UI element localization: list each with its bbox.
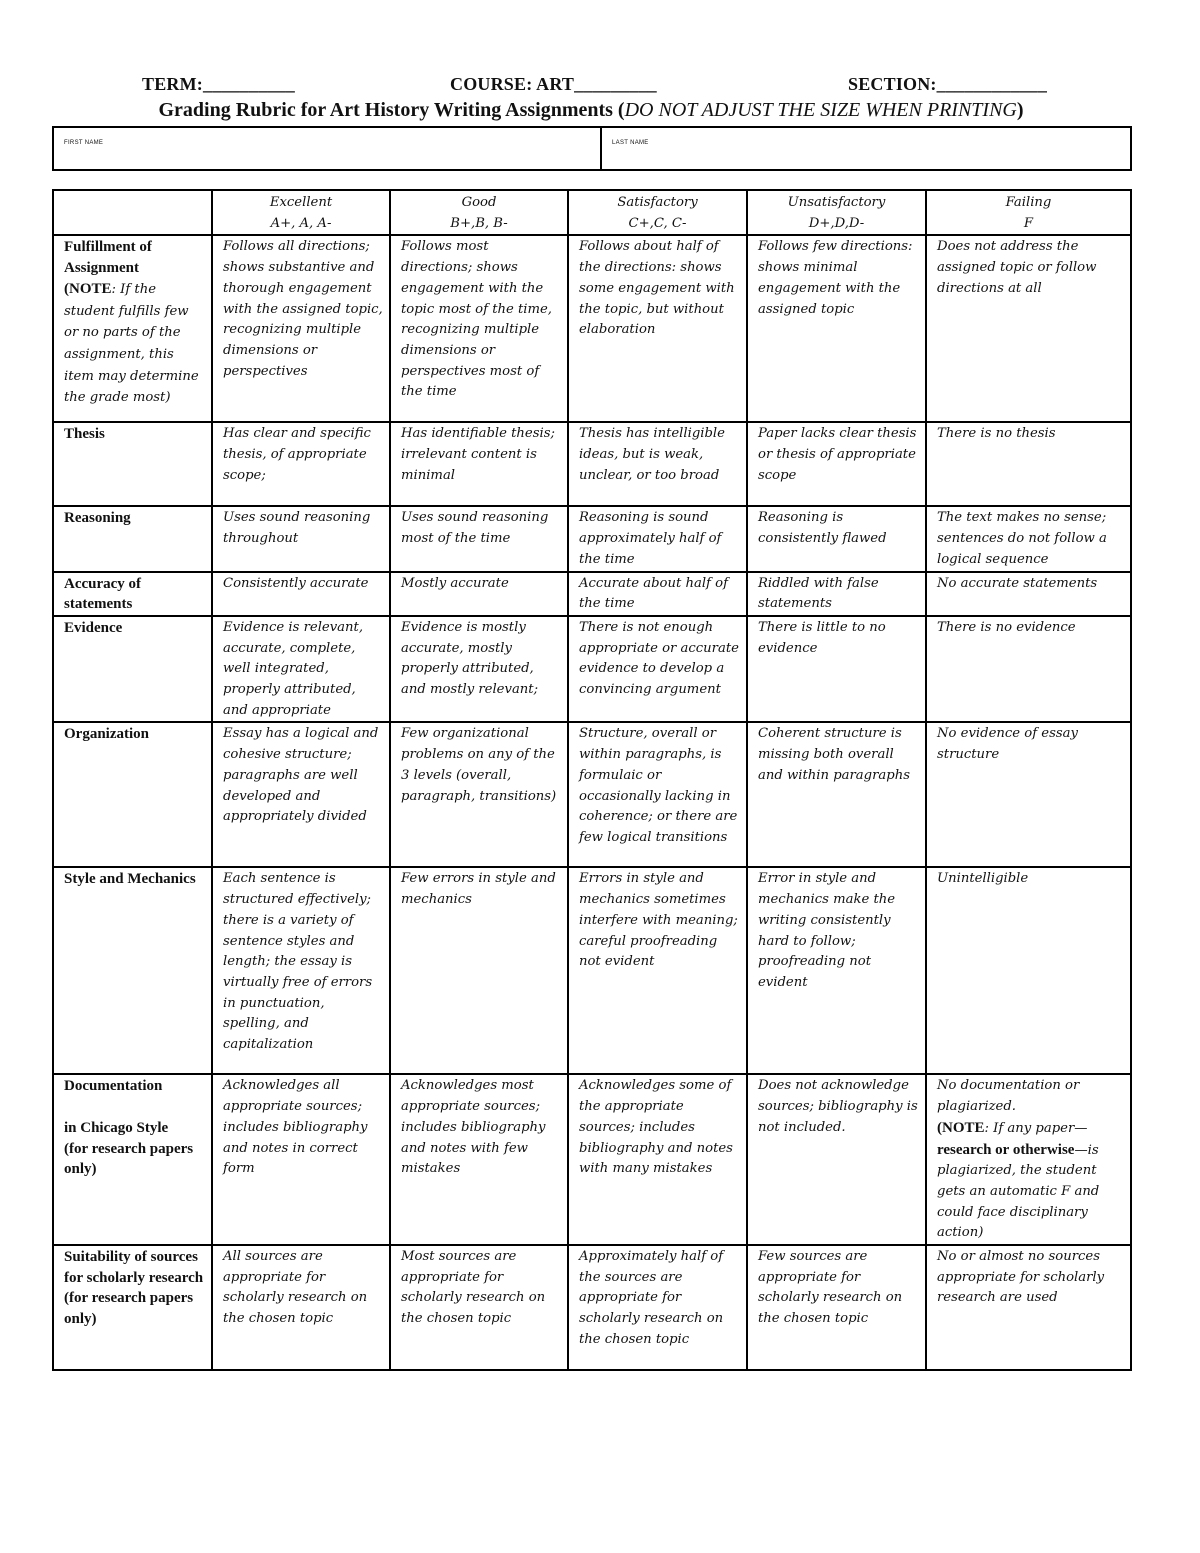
term-field: TERM:__________ (142, 74, 295, 94)
title-close: ) (1016, 99, 1024, 121)
table-row (53, 1245, 1131, 1370)
title-print-note: DO NOT ADJUST THE SIZE WHEN PRINTING (624, 99, 1017, 121)
rubric-cell: Riddled with false statements (747, 572, 926, 616)
criterion-thesis: Thesis (53, 422, 212, 506)
table-row (53, 867, 1131, 1074)
rubric-cell: Follows about half of the directions: shows some engagement with the topic, but without elaboration (568, 235, 747, 422)
first-name-label: FIRST NAME (64, 140, 104, 146)
header-empty-cell (53, 190, 212, 235)
rubric-cell: Does not address the assigned topic or follow directions at all (926, 235, 1131, 422)
rubric-cell: Reasoning is sound approximately half of the time (568, 506, 747, 571)
criterion-reasoning: Reasoning (53, 506, 212, 571)
rubric-cell: Follows all directions; shows substantive and thorough engagement with the assigned topic, recognizing multiple dimensions or perspectives (212, 235, 390, 422)
title-main: Grading Rubric for Art History Writing Assignments ( (158, 99, 625, 121)
rubric-cell: Structure, overall or within paragraphs, is formulaic or occasionally lacking in coherence; or there are few logical transitions (568, 722, 747, 867)
table-header-row (53, 190, 1131, 235)
rubric-cell: Acknowledges all appropriate sources; includes bibliography and notes in correct form (212, 1074, 390, 1245)
rubric-cell: Few sources are appropriate for scholarly research on the chosen topic (747, 1245, 926, 1370)
rubric-cell: Error in style and mechanics make the writing consistently hard to follow; proofreading not evident (747, 867, 926, 1074)
rubric-cell: Acknowledges most appropriate sources; includes bibliography and notes with few mistakes (390, 1074, 568, 1245)
table-row (53, 616, 1131, 723)
rubric-cell: There is little to no evidence (747, 616, 926, 723)
rubric-cell: Evidence is relevant, accurate, complete, well integrated, properly attributed, and appropriate (212, 616, 390, 723)
rubric-cell: Approximately half of the sources are appropriate for scholarly research on the chosen topic (568, 1245, 747, 1370)
header-level-satisfactory: Satisfactory C+,C, C- (568, 190, 747, 235)
criterion-evidence: Evidence (53, 616, 212, 723)
rubric-cell: Paper lacks clear thesis or thesis of appropriate scope (747, 422, 926, 506)
rubric-cell: The text makes no sense; sentences do not follow a logical sequence (926, 506, 1131, 571)
header-level-unsatisfactory: Unsatisfactory D+,D,D- (747, 190, 926, 235)
rubric-cell: Follows most directions; shows engagement with the topic most of the time, recognizing multiple dimensions or perspectives most of the time (390, 235, 568, 422)
criterion-suitability: Suitability of sources for scholarly research (for research papers only) (53, 1245, 212, 1370)
rubric-cell: Uses sound reasoning most of the time (390, 506, 568, 571)
table-row (53, 422, 1131, 506)
criterion-organization: Organization (53, 722, 212, 867)
criterion-accuracy: Accuracy of statements (53, 572, 212, 616)
rubric-cell: There is no thesis (926, 422, 1131, 506)
rubric-cell: Most sources are appropriate for scholarly research on the chosen topic (390, 1245, 568, 1370)
table-row (53, 1074, 1131, 1245)
rubric-cell-plagiarism: No documentation or plagiarized. (NOTE: If any paper—research or otherwise—is plagiarized, the student gets an automatic F and could face disciplinary action) (926, 1074, 1131, 1245)
table-row (53, 722, 1131, 867)
header-level-failing: Failing F (926, 190, 1131, 235)
table-row (53, 506, 1131, 571)
rubric-cell: No or almost no sources appropriate for scholarly research are used (926, 1245, 1131, 1370)
table-row (53, 572, 1131, 616)
rubric-cell: Consistently accurate (212, 572, 390, 616)
last-name-field[interactable] (602, 128, 1130, 169)
rubric-cell: Mostly accurate (390, 572, 568, 616)
rubric-cell: Each sentence is structured effectively; there is a variety of sentence styles and length; the essay is virtually free of errors in punctuation, spelling, and capitalization (212, 867, 390, 1074)
rubric-cell: There is not enough appropriate or accurate evidence to develop a convincing argument (568, 616, 747, 723)
rubric-table (52, 189, 1132, 1371)
criterion-fulfillment: Fulfillment of Assignment (NOTE: If the student fulfills few or no parts of the assignment, this item may determine the grade most) (53, 235, 212, 422)
rubric-cell: Has identifiable thesis; irrelevant content is minimal (390, 422, 568, 506)
rubric-cell: Few organizational problems on any of the 3 levels (overall, paragraph, transitions) (390, 722, 568, 867)
rubric-cell: Does not acknowledge sources; bibliography is not included. (747, 1074, 926, 1245)
last-name-label: LAST NAME (612, 140, 649, 146)
rubric-cell: Unintelligible (926, 867, 1131, 1074)
header-level-excellent: Excellent A+, A, A- (212, 190, 390, 235)
rubric-cell: There is no evidence (926, 616, 1131, 723)
rubric-cell: Accurate about half of the time (568, 572, 747, 616)
rubric-cell: No accurate statements (926, 572, 1131, 616)
rubric-cell: Acknowledges some of the appropriate sources; includes bibliography and notes with many mistakes (568, 1074, 747, 1245)
section-field: SECTION:____________ (848, 74, 1048, 94)
course-field: COURSE: ART_________ (450, 74, 657, 94)
rubric-cell: Coherent structure is missing both overall and within paragraphs (747, 722, 926, 867)
rubric-cell: Follows few directions: shows minimal engagement with the assigned topic (747, 235, 926, 422)
first-name-field[interactable] (54, 128, 602, 169)
criterion-documentation: Documentation in Chicago Style (for research papers only) (53, 1074, 212, 1245)
header-level-good: Good B+,B, B- (390, 190, 568, 235)
rubric-cell: Evidence is mostly accurate, mostly properly attributed, and mostly relevant; (390, 616, 568, 723)
rubric-cell: No evidence of essay structure (926, 722, 1131, 867)
page-title (52, 99, 1130, 122)
name-box (52, 126, 1132, 171)
table-row (53, 235, 1131, 422)
criterion-style-mechanics: Style and Mechanics (53, 867, 212, 1074)
rubric-cell: Essay has a logical and cohesive structure; paragraphs are well developed and appropriately divided (212, 722, 390, 867)
rubric-cell: All sources are appropriate for scholarly research on the chosen topic (212, 1245, 390, 1370)
rubric-cell: Errors in style and mechanics sometimes interfere with meaning; careful proofreading not evident (568, 867, 747, 1074)
rubric-cell: Reasoning is consistently flawed (747, 506, 926, 571)
rubric-cell: Uses sound reasoning throughout (212, 506, 390, 571)
rubric-cell: Has clear and specific thesis, of appropriate scope; (212, 422, 390, 506)
rubric-cell: Thesis has intelligible ideas, but is weak, unclear, or too broad (568, 422, 747, 506)
rubric-cell: Few errors in style and mechanics (390, 867, 568, 1074)
